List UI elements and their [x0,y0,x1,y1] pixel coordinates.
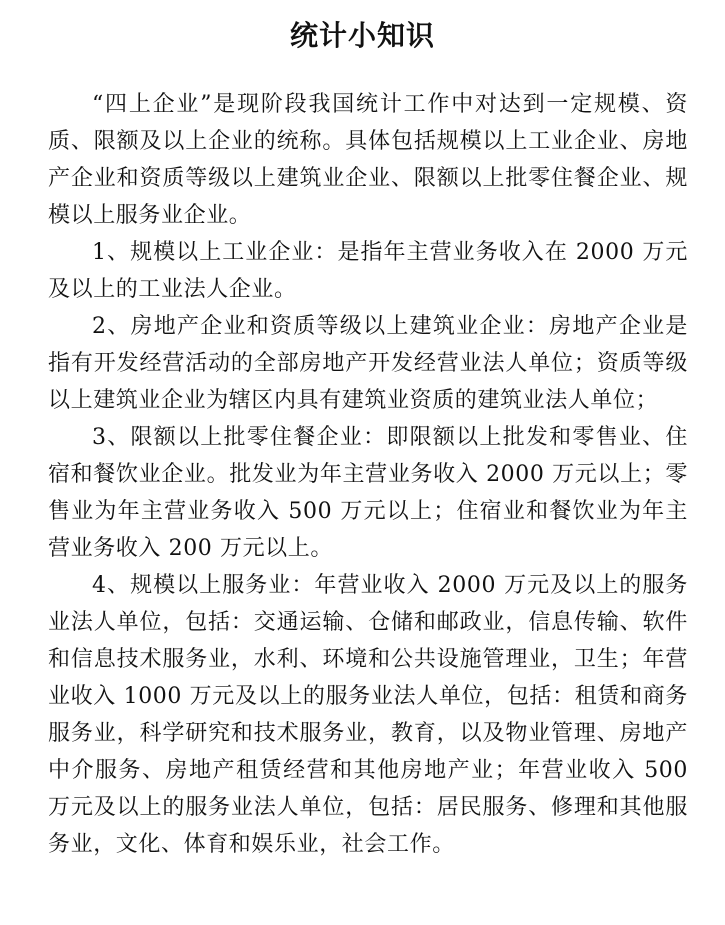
page-title: 统计小知识 [289,19,435,52]
paragraph-wholesale-retail-catering: 3、限额以上批零住餐企业：即限额以上批发和零售业、住宿和餐饮业企业。批发业为年主营业务收入 2000 万元以上；零售业为年主营业务收入 500 万元以上；住宿业和餐饮业为年主营业务收入 200 万元以上。 [48,425,688,561]
paragraph-services: 4、规模以上服务业：年营业收入 2000 万元及以上的服务业法人单位，包括：交通运输、仓储和邮政业，信息传输、软件和信息技术服务业，水利、环境和公共设施管理业，卫生；年营业收入 1000 万元及以上的服务业法人单位，包括：租赁和商务服务业，科学研究和技术服务业，教育，以及物业管理、房地产中介服务、房地产租赁经营和其他房地产业；年营业收入 500 万元及以上的服务业法人单位，包括：居民服务、修理和其他服务业，文化、体育和娱乐业，社会工作。 [48,573,688,857]
paragraph-realestate-construction: 2、房地产企业和资质等级以上建筑业企业：房地产企业是指有开发经营活动的全部房地产开发经营业法人单位；资质等级以上建筑业企业为辖区内具有建筑业资质的建筑业法人单位； [48,314,688,413]
document-body [48,86,688,863]
paragraph-industrial: 1、规模以上工业企业：是指年主营业务收入在 2000 万元及以上的工业法人企业。 [48,240,688,302]
paragraph-intro: “四上企业”是现阶段我国统计工作中对达到一定规模、资质、限额及以上企业的统称。具体包括规模以上工业企业、房地产企业和资质等级以上建筑业企业、限额以上批零住餐企业、规模以上服务业企业。 [48,92,688,228]
